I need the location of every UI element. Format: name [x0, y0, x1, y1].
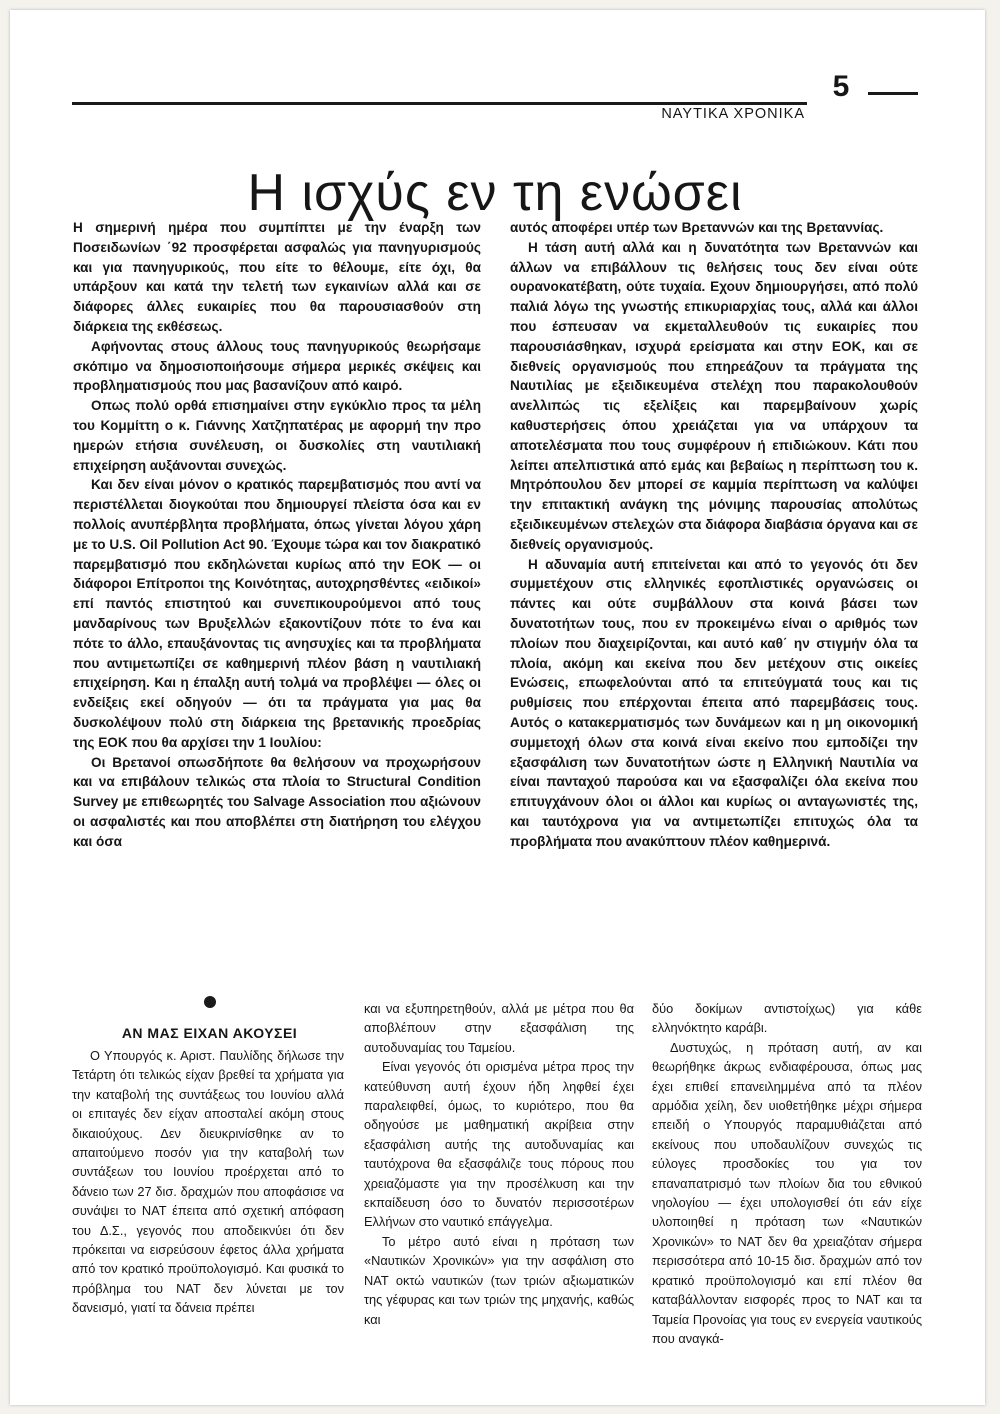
- header-rule-right: [868, 92, 918, 95]
- article-paragraph: Οπως πολύ ορθά επισημαίνει στην εγκύκλιο προς τα μέλη του Κομμίττη ο κ. Γιάννης Χατζηπατέρας με αφορμή την προ ημερών ετήσια συνέλευση, οι δυσκολίες στη ναυτιλιακή επιχείρηση αυξάνονται συνεχώς.: [73, 398, 481, 473]
- article-paragraph: Αφήνοντας στους άλλους τους πανηγυρικούς θεωρήσαμε σκόπιμο να δημοσιοποιήσουμε σήμερα μερικές σκέψεις και προβληματισμούς που μας βασανίζουν από καιρό.: [73, 338, 481, 394]
- article-paragraph: Η σημερινή ημέρα που συμπίπτει με την έναρξη των Ποσειδωνίων ΄92 προσφέρεται ασφαλώς για πανηγυρισμούς και για πανηγυρικούς, που είτε το θέλουμε, είτε όχι, θα υπάρξουν και κατά την τελετή των εγκαινίων αλλά και σε διάφορες άλλες ευκαιρίες που θα παρουσιασθούν στη διάρκεια της εκθέσεως.: [73, 220, 481, 334]
- article-paragraph: δύο δοκίμων αντιστοίχως) για κάθε ελληνόκτητο καράβι.: [652, 1001, 922, 1036]
- article-paragraph: Οι Βρετανοί οπωσδήποτε θα θελήσουν να προχωρήσουν και να επιβάλουν τελικώς στα πλοία το Structural Condition Survey με επιθεωρητές του Salvage Association που αξιώνουν οι ασφαλιστές και που αποβλέπει στη διατήρηση του ελέγχου και όσα: [73, 754, 481, 849]
- header-rule-left: [72, 102, 807, 105]
- newspaper-page: [10, 10, 985, 1405]
- main-article-left-column: [73, 218, 481, 852]
- article-paragraph: Το μέτρο αυτό είναι η πρόταση των «Ναυτικών Χρονικών» για την ασφάλιση στο ΝΑΤ οκτώ ναυτικών (των τριών αξιωματικών της γέφυρας και των τριών της μηχανής, καθώς και: [364, 1233, 634, 1327]
- article-paragraph: Δυστυχώς, η πρόταση αυτή, αν και θεωρήθηκε άκρως ενδιαφέρουσα, όπως μας έχει επιθεί επανειλημμένα από τα πλέον αρμόδια χείλη, δεν υιοθετήθηκε μέχρι σήμερα επειδή ο Υπουργός παραμυθιάζεται από εκείνους που υποδαυλίζουν συνεχώς τις εύλογες προσδοκίες του για τον επαναπατρισμό των πλοίων δια του εθνικού νηολογίου — έχει υπολογισθεί ότι εάν είχε υλοποιηθεί η πρόταση των «Ναυτικών Χρονικών» το ΝΑΤ δεν θα χρειαζόταν σήμερα περισσότερα από 10-15 δισ. δραχμών από τον κρατικό προϋπολογισμό και επί πλέον θα καταβάλλονταν εισφορές προς το ΝΑΤ και τα Ταμεία Προνοίας για τους εν ενεργεία ναυτικούς που αναγκά-: [652, 1039, 922, 1346]
- article-paragraph: Και δεν είναι μόνον ο κρατικός παρεμβατισμός που αντί να περιστέλλεται διογκούται που δημιουργεί πλείστα όσα και εν πολλοίς ανυπέρβλητα προβλήματα, όπως γίνεται λόγου χάρη με το U.S. Oil Pollution Act 90. Έχουμε τώρα και τον διακρατικό παρεμβατισμό που εκδηλώνεται κυρίως από την ΕΟΚ — οι διάφοροι Επίτροποι της Κοινότητας, αυτοχρησθέντες «ειδικοί» επί παντός επιστητού και συνεπικουρούμενοι από τους μανδαρίνους των Βρυξελλών εξακοντίζουν πότε το ένα και πότε το άλλο, επαυξάνοντας τις ανησυχίες και τα προβλήματα που αντιμετωπίζει σε καθημερινή πλέον βάση η ναυτιλιακή επιχείρηση. Και η έπαλξη αυτή τολμά να προβλέψει — όλες οι ενδείξεις εκεί οδηγούν — ότι τα πράγματα για μας θα δυσκολέψουν πολύ στη διάρκεια της βρετανικής προεδρίας της ΕΟΚ που θα αρχίσει την 1 Ιουλίου:: [73, 477, 481, 750]
- page-number: 5: [832, 70, 850, 103]
- side-article-column-3: [652, 999, 922, 1348]
- section-name: ΝΑΥΤΙΚΑ ΧΡΟΝΙΚΑ: [661, 106, 805, 122]
- article-paragraph: αυτός αποφέρει υπέρ των Βρεταννών και της Βρεταννίας.: [510, 220, 884, 235]
- headline: Η ισχύς εν τη ενώσει: [247, 163, 743, 222]
- side-article-column-2: [364, 999, 634, 1329]
- article-paragraph: Ο Υπουργός κ. Αριστ. Παυλίδης δήλωσε την Τετάρτη ότι τελικώς είχαν βρεθεί τα χρήματα για την καταβολή της συντάξεως του Ιουνίου αλλά οι επιταγές δεν είχαν αποσταλεί ακόμη στους δικαιούχους. Δεν διευκρινίσθηκε αν το απαιτούμενο ποσόν για την καταβολή των συντάξεων του Ιουνίου προέρχεται από το δάνειο των 27 δισ. δραχμών που αποφάσισε να συνάψει το ΝΑΤ έπειτα από σχετική απόφαση του Δ.Σ., γεγονός που αποδεικνύει ότι δεν πρόκειται να εισρεύσουν έφετος άλλα χρήματα από τον κρατικό προϋπολογισμό. Και φυσικά το πρόβλημα του ΝΑΤ δεν λύνεται με τον δανεισμό, γιατί τα δάνεια πρέπει: [72, 1048, 344, 1316]
- article-paragraph: Η τάση αυτή αλλά και η δυνατότητα των Βρεταννών και άλλων να επιβάλλουν τις θελήσεις τους δεν είναι ούτε ουρανοκατέβατη, ούτε τυχαία. Εχουν δημιουργήσει, από πολύ παλιά λόγω της γνωστής επικυριαρχίας τους, αλλά και άλλοι που έσπευσαν να εκμεταλλευθούν τις ευκαιρίες που παρουσιάσθηκαν, ισχυρά ερείσματα και στην ΕΟΚ, και σε διεθνείς οργανισμούς που επηρεάζουν τα πράγματα της Ναυτιλίας με εξειδικευμένα στελέχη που παρακολουθούν ανελλιπώς τις εξελίξεις και παρεμβαίνουν χωρίς καθυστερήσεις όπου χρειάζεται για να υπάρχουν τα αποτελέσματα που τους συμφέρουν ή επιδιώκουν. Κάτι που λείπει απελπιστικά από εμάς και βεβαίως η περίπτωση του κ. Μητρόπουλου δεν μπορεί σε καμμία περίπτωση να καλύψει την επιτακτική ανάγκη της μόνιμης παρουσίας απολύτως εξειδικευμένων στελεχών στα διάφορα διαβάσια όργανα και σε διεθνείς οργανισμούς.: [510, 239, 918, 552]
- bullet-separator-icon: [204, 996, 216, 1008]
- article-paragraph: Η αδυναμία αυτή επιτείνεται και από το γεγονός ότι δεν συμμετέχουν στις ελληνικές εφοπλιστικές οργανώσεις οι πάντες και ούτε συμβάλλουν στα κοινά βάσει των δυνατοτήτων τους, που εν προκειμένω είναι ο αριθμός των πλοίων που διαχειρίζονται, και αυτό καθ΄ ην στιγμήν όλα τα πλοία, ακόμη και εκείνα που δεν μετέχουν στις οικείες Ενώσεις, επωφελούνται από τα επιτεύγματά τους και τις ρυθμίσεις που επέρχονται έπειτα από παρεμβάσεις τους. Αυτός ο κατακερματισμός των δυνάμεων και η μη οικονομική συμμετοχή όλων στα κοινά είναι εκείνο που εμποδίζει την εξασφάλιση των δυνατοτήτων ώστε η Ελληνική Ναυτιλία να είναι πανταχού παρούσα και να εξασφαλίζει όλα εκείνα που επιτυγχάνουν όλοι οι άλλοι και κυρίως οι ανταγωνιστές της, και ταυτόχρονα για να αντιμετωπίζει επιτυχώς όλα τα προβλήματα που ανακύπτουν πλέον καθημερινά.: [510, 556, 918, 849]
- side-article-column-1: [72, 1046, 344, 1318]
- article-paragraph: Είναι γεγονός ότι ορισμένα μέτρα προς την κατεύθυνση αυτή έχουν ήδη ληφθεί έχει παραλειφθεί, όμως, το κυριότερο, που θα οδηγούσε με μαθηματική ακρίβεια στην εξασφάλιση αυτής της αυτοδυναμίας και ταυτόχρονα θα εξασφάλιζε τους πόρους που χρειαζόμαστε για την προσέλκυση και την εκπαίδευση όσο το δυνατόν περισσοτέρων Ελλήνων στο ναυτικό επάγγελμα.: [364, 1059, 634, 1230]
- article-paragraph: και να εξυπηρετηθούν, αλλά με μέτρα που θα αποβλέπουν στην εξασφάλιση της αυτοδυναμίας του Ταμείου.: [364, 1001, 634, 1055]
- side-article-heading: ΑΝ ΜΑΣ ΕΙΧΑΝ ΑΚΟΥΣΕΙ: [121, 1025, 298, 1041]
- main-article-right-column: [510, 218, 918, 852]
